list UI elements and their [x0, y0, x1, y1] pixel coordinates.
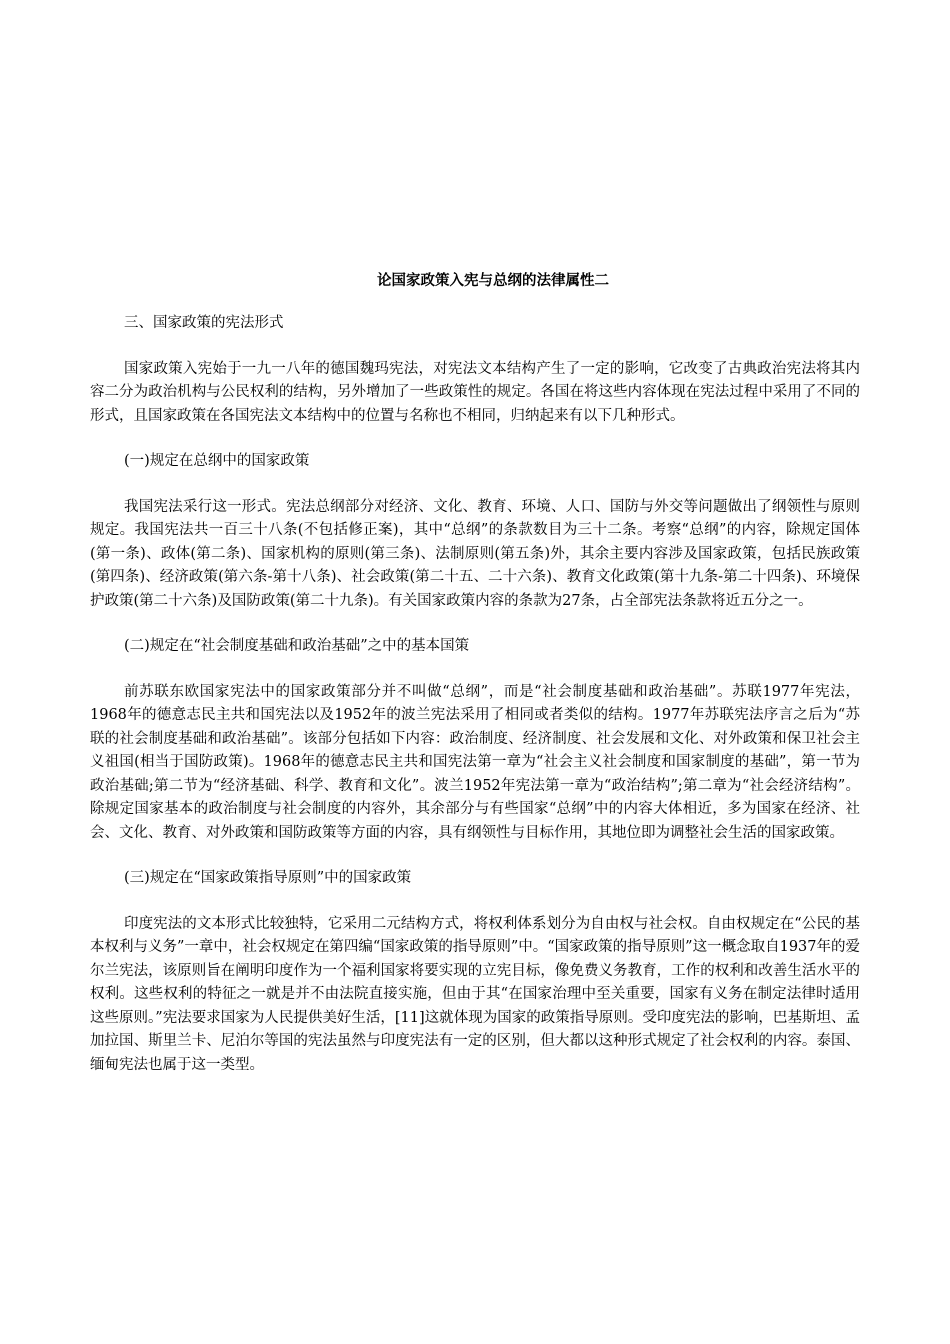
subsection-3-heading: (三)规定在“国家政策指导原则”中的国家政策: [124, 870, 412, 886]
section-heading: 三、国家政策的宪法形式: [124, 315, 284, 331]
subsection-2-heading: (二)规定在“社会制度基础和政治基础”之中的基本国策: [124, 638, 470, 654]
document-page: [90, 268, 860, 1099]
subsection-3-body: 印度宪法的文本形式比较独特，它采用二元结构方式，将权利体系划分为自由权与社会权。自由权规定在“公民的基本权利与义务”一章中，社会权规定在第四编“国家政策的指导原则”中。“国家政策的指导原则”这一概念取自1937年的爱尔兰宪法，该原则旨在阐明印度作为一个福利国家将要实现的立宪目标，像免费义务教育，工作的权利和改善生活水平的权利。这些权利的特征之一就是并不由法院直接实施，但由于其“在国家治理中至关重要，国家有义务在制定法律时适用这些原则。”宪法要求国家为人民提供美好生活，[11]这就体现为国家的政策指导原则。受印度宪法的影响，巴基斯坦、孟加拉国、斯里兰卡、尼泊尔等国的宪法虽然与印度宪法有一定的区别，但大都以这种形式规定了社会权利的内容。泰国、缅甸宪法也属于这一类型。: [90, 915, 860, 1073]
document-title: 论国家政策入宪与总纲的法律属性二: [377, 273, 609, 289]
subsection-1-body: 我国宪法采行这一形式。宪法总纲部分对经济、文化、教育、环境、人口、国防与外交等问题做出了纲领性与原则规定。我国宪法共一百三十八条(不包括修正案)，其中“总纲”的条款数目为三十二条。考察“总纲”的内容，除规定国体(第一条)、政体(第二条)、国家机构的原则(第三条)、法制原则(第五条)外，其余主要内容涉及国家政策，包括民族政策(第四条)、经济政策(第六条-第十八条)、社会政策(第二十五、二十六条)、教育文化政策(第十九条-第二十四条)、环境保护政策(第二十六条)及国防政策(第二十九条)。有关国家政策内容的条款为27条，占全部宪法条款将近五分之一。: [90, 498, 860, 609]
subsection-1-heading: (一)规定在总纲中的国家政策: [124, 453, 310, 469]
subsection-2-body: 前苏联东欧国家宪法中的国家政策部分并不叫做“总纲”，而是“社会制度基础和政治基础”。苏联1977年宪法，1968年的德意志民主共和国宪法以及1952年的波兰宪法采用了相同或者类似的结构。1977年苏联宪法序言之后为“苏联的社会制度基础和政治基础”。该部分包括如下内容：政治制度、经济制度、社会发展和文化、对外政策和保卫社会主义祖国(相当于国防政策)。1968年的德意志民主共和国宪法第一章为“社会主义社会制度和国家制度的基础”，第一节为政治基础;第二节为“经济基础、科学、教育和文化”。波兰1952年宪法第一章为“政治结构”;第二章为“社会经济结构”。除规定国家基本的政治制度与社会制度的内容外，其余部分与有些国家“总纲”中的内容大体相近，多为国家在经济、社会、文化、教育、对外政策和国防政策等方面的内容，具有纲领性与目标作用，其地位即为调整社会生活的国家政策。: [90, 683, 860, 841]
intro-paragraph: 国家政策入宪始于一九一八年的德国魏玛宪法，对宪法文本结构产生了一定的影响，它改变了古典政治宪法将其内容二分为政治机构与公民权利的结构，另外增加了一些政策性的规定。各国在将这些内容体现在宪法过程中采用了不同的形式，且国家政策在各国宪法文本结构中的位置与名称也不相同，归纳起来有以下几种形式。: [90, 360, 860, 424]
